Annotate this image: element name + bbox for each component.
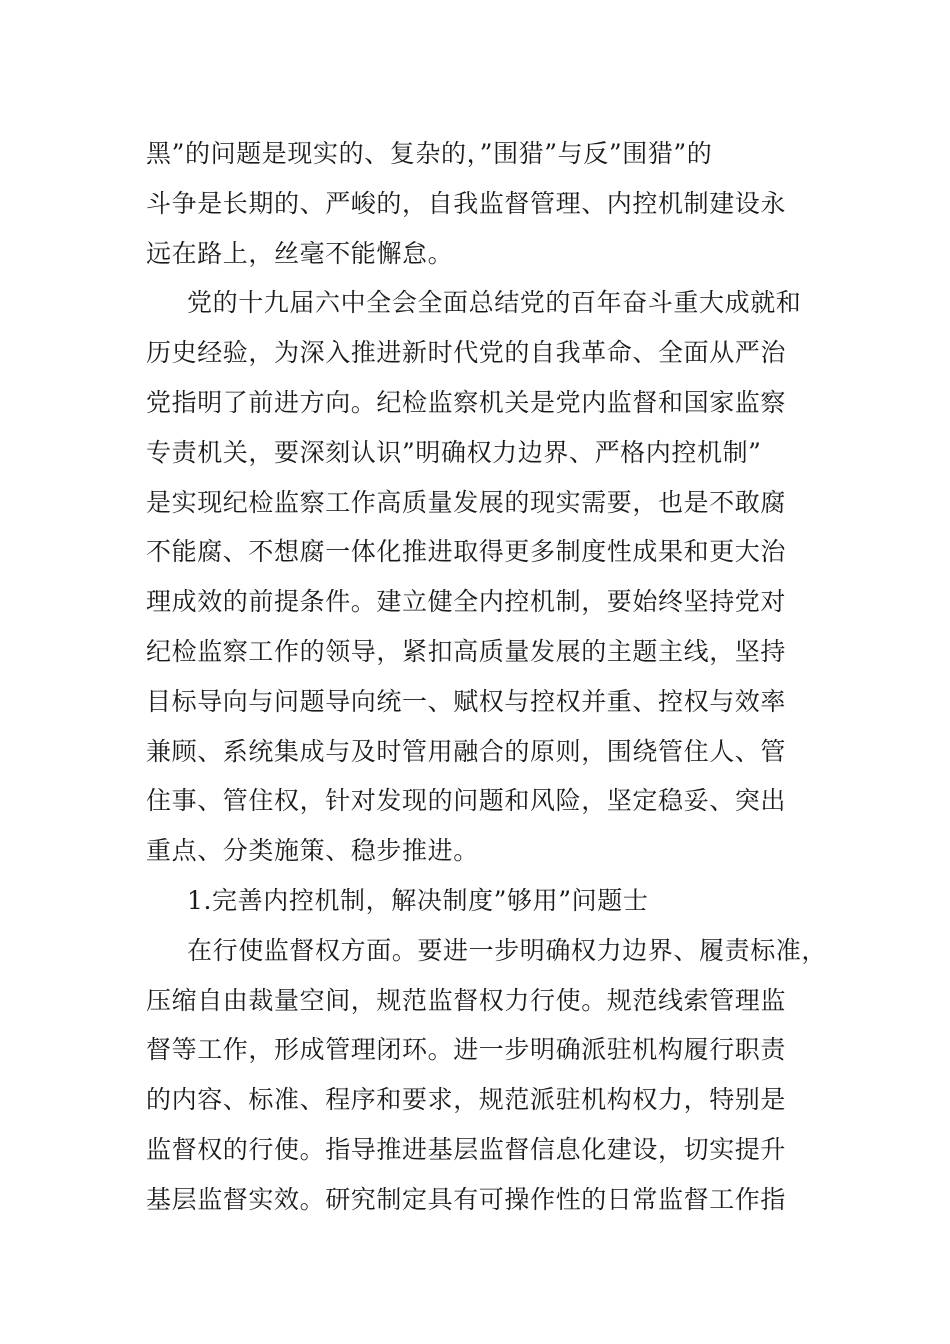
text-line: 住事、管住权，针对发现的问题和风险，坚定稳妥、突出: [146, 786, 787, 816]
section-heading: 1.完善内控机制，解决制度”够用”问题士: [187, 885, 649, 915]
text-line: 目标导向与问题导向统一、赋权与控权并重、控权与效率: [146, 686, 787, 716]
text-line: 专责机关，要深刻认识”明确权力边界、严格内控机制”: [146, 437, 762, 467]
text-line: 远在路上，丝毫不能懈怠。: [146, 238, 454, 268]
text-line: 重点、分类施策、稳步推进。: [146, 836, 479, 866]
text-line: 是实现纪检监察工作高质量发展的现实需要，也是不敢腐: [146, 487, 787, 517]
text-line: 兼顾、系统集成与及时管用融合的原则，围绕管住人、管: [146, 736, 787, 766]
text-line: 压缩自由裁量空间，规范监督权力行使。规范线索管理监: [146, 985, 787, 1015]
paragraph-first-line: 党的十九届六中全会全面总结党的百年奋斗重大成就和: [187, 288, 802, 318]
text-line: 纪检监察工作的领导，紧扣高质量发展的主题主线，坚持: [146, 636, 787, 666]
text-line: 历史经验，为深入推进新时代党的自我革命、全面从严治: [146, 338, 787, 368]
text-line: 不能腐、不想腐一体化推进取得更多制度性成果和更大治: [146, 537, 787, 567]
text-line: 的内容、标准、程序和要求，规范派驻机构权力，特别是: [146, 1085, 787, 1115]
text-line: 斗争是长期的、严峻的，自我监督管理、内控机制建设永: [146, 188, 787, 218]
text-line: 理成效的前提条件。建立健全内控机制，要始终坚持党对: [146, 587, 787, 617]
text-line: 基层监督实效。研究制定具有可操作性的日常监督工作指: [146, 1184, 787, 1214]
text-line: 督等工作，形成管理闭环。进一步明确派驻机构履行职责: [146, 1035, 787, 1065]
text-line: 党指明了前进方向。纪检监察机关是党内监督和国家监察: [146, 387, 787, 417]
text-line: 监督权的行使。指导推进基层监督信息化建设，切实提升: [146, 1134, 787, 1164]
text-line: 黑”的问题是现实的、复杂的，”围猎”与反”围猎”的: [146, 139, 713, 168]
paragraph-first-line: 在行使监督权方面。要进一步明确权力边界、履责标准，: [187, 935, 828, 965]
document-body: [146, 129, 836, 1225]
